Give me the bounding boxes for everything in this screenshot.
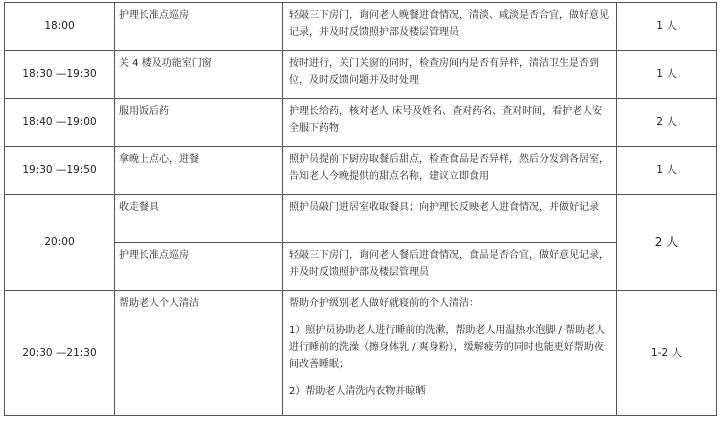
- staff-cell: 1-2 人: [617, 291, 717, 416]
- time-cell: 19:30 —19:50: [5, 147, 115, 195]
- staff-cell: 1 人: [617, 147, 717, 195]
- task-cell: 拿晚上点心，进餐: [115, 147, 283, 195]
- table-row: [5, 195, 717, 243]
- time-cell: 18:00: [5, 3, 115, 51]
- time-cell: 20:00: [5, 195, 115, 291]
- task-cell: 服用饭后药: [115, 99, 283, 147]
- task-cell: 护理长准点巡房: [115, 3, 283, 51]
- time-cell: 18:30 —19:30: [5, 51, 115, 99]
- detail-cell: 照护员提前下厨房取餐后甜点，检查食品是否异样，然后分发到各居室，告知老人今晚提供的甜点名称，建议立即食用: [283, 147, 617, 195]
- task-cell: 护理长准点巡房: [115, 243, 283, 291]
- task-cell: 关 4 楼及功能室门窗: [115, 51, 283, 99]
- staff-cell: 2 人: [617, 195, 717, 291]
- detail-item: 1）照护员协助老人进行睡前的洗漱，帮助老人用温热水泡脚 / 帮助老人进行睡前的洗澡（擦身体乳 / 爽身粉），缓解疲劳的同时也能更好帮助夜间改善睡眠；: [289, 325, 606, 370]
- table-row: [5, 3, 717, 51]
- task-cell: 收走餐具: [115, 195, 283, 243]
- detail-cell: 轻敲三下房门，询问老人餐后进食情况，食品是否合宜，做好意见记录，并及时反馈照护部及楼层管理员: [283, 243, 617, 291]
- table-row: [5, 147, 717, 195]
- table-row: [5, 99, 717, 147]
- detail-cell: 按时进行，关门关窗的同时，检查房间内是否有异样，清洁卫生是否到位，及时反馈问题并及时处理: [283, 51, 617, 99]
- staff-cell: 1 人: [617, 3, 717, 51]
- table-row: [5, 291, 717, 416]
- detail-cell: 照护员敲门进居室收取餐具；向护理长反映老人进食情况，并做好记录: [283, 195, 617, 243]
- time-cell: 18:40 —19:00: [5, 99, 115, 147]
- time-cell: 20:30 —21:30: [5, 291, 115, 416]
- staff-cell: 1 人: [617, 51, 717, 99]
- task-cell: 帮助老人个人清洁: [115, 291, 283, 416]
- detail-intro: 帮助介护级别老人做好就寝前的个人清洁：: [289, 298, 479, 309]
- detail-cell: [283, 291, 617, 416]
- detail-item: 2）帮助老人清洗内衣物并晾晒: [289, 386, 426, 397]
- detail-cell: 护理长给药，核对老人 床号及姓名、查对药名、查对时间，看护老人安全服下药物: [283, 99, 617, 147]
- schedule-table: [4, 2, 717, 416]
- detail-cell: 轻敲三下房门，询问老人晚餐进食情况，清淡、咸淡是否合宜，做好意见记录，并及时反馈照护部及楼层管理员: [283, 3, 617, 51]
- staff-cell: 2 人: [617, 99, 717, 147]
- table-row: [5, 51, 717, 99]
